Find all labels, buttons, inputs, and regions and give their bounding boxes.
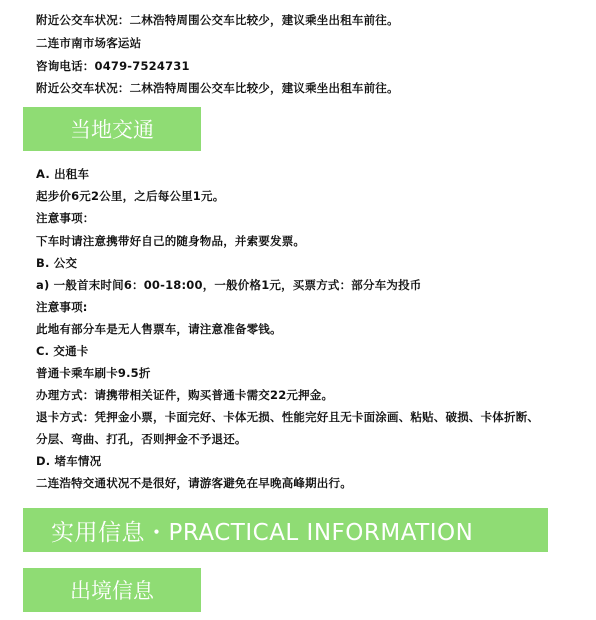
card-refund-cont: 分层、弯曲、打孔，否则押金不予退还。: [36, 432, 247, 446]
bus-hours: a) 一般首末时间6：00-18:00，一般价格1元，买票方式：部分车为投币: [36, 278, 422, 292]
banner-exit-info: [23, 568, 201, 612]
notice-label-2: 注意事项:: [36, 300, 88, 314]
phone-line: 咨询电话：0479-7524731: [36, 59, 190, 73]
notice-label-1: 注意事项：: [36, 211, 95, 225]
traffic-status: 二连浩特交通状况不是很好，请游客避免在早晚高峰期出行。: [36, 476, 352, 490]
banner-practical-info: [23, 508, 548, 552]
banner-local-transport-label: 当地交通: [70, 118, 154, 142]
bus-status-line-2: 附近公交车状况：二林浩特周围公交车比较少，建议乘坐出租车前往。: [36, 81, 399, 95]
section-d-title: D. 堵车情况: [36, 454, 102, 468]
bus-notice: 此地有部分车是无人售票车，请注意准备零钱。: [36, 322, 282, 336]
section-c-title: C. 交通卡: [36, 344, 89, 358]
section-b-title: B. 公交: [36, 256, 78, 270]
station-name: 二连市南市场客运站: [36, 36, 142, 50]
taxi-notice: 下车时请注意携带好自己的随身物品，并索要发票。: [36, 234, 306, 248]
taxi-fare: 起步价6元2公里，之后每公里1元。: [36, 189, 225, 203]
banner-exit-info-label: 出境信息: [70, 579, 154, 603]
bus-status-line-1: 附近公交车状况：二林浩特周围公交车比较少，建议乘坐出租车前往。: [36, 13, 399, 27]
card-apply: 办理方式：请携带相关证件，购买普通卡需交22元押金。: [36, 388, 334, 402]
section-a-title: A. 出租车: [36, 167, 90, 181]
card-refund: 退卡方式：凭押金小票，卡面完好、卡体无损、性能完好且无卡面涂画、粘贴、破损、卡体折断、: [36, 410, 540, 424]
card-discount: 普通卡乘车刷卡9.5折: [36, 366, 151, 380]
banner-local-transport: [23, 107, 201, 151]
banner-practical-info-label: 实用信息・PRACTICAL INFORMATION: [51, 519, 474, 546]
